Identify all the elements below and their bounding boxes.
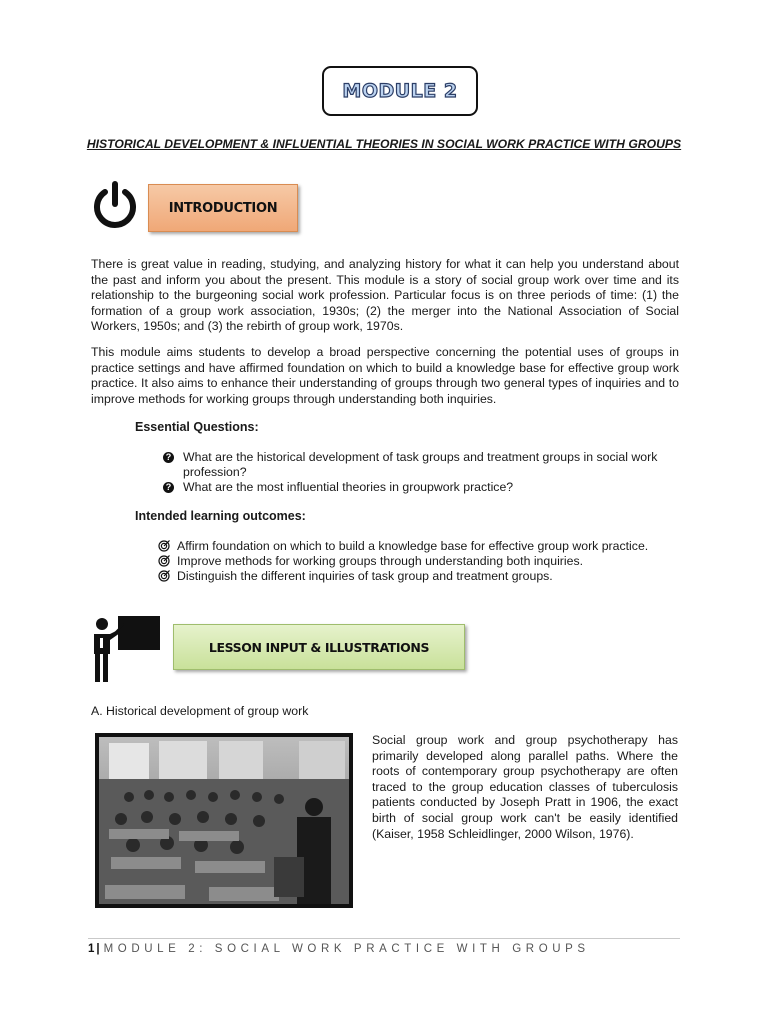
outcome-item — [158, 569, 678, 584]
learning-outcomes-heading: Intended learning outcomes: — [135, 509, 306, 523]
footer-text: MODULE 2: SOCIAL WORK PRACTICE WITH GROUPS — [103, 943, 590, 955]
group-work-history-paragraph: Social group work and group psychotherapy has primarily developed along parallel paths. Where the roots of contemporary group psychotherapy are often traced to the group education classes of tuberculosis patients conducted by Joseph Pratt in 1906, the exact birth of social group work can't be easily identified (Kaiser, 1958 Schleidlinger, 2000 Wilson, 1976). — [372, 733, 678, 841]
essential-questions-heading: Essential Questions: — [135, 420, 259, 434]
document-title: HISTORICAL DEVELOPMENT & INFLUENTIAL THEORIES IN SOCIAL WORK PRACTICE WITH GROUPS — [86, 137, 682, 151]
section-a-heading: A. Historical development of group work — [91, 704, 309, 718]
question-bullet-icon: ? — [163, 452, 174, 463]
module-badge-label: MODULE 2 — [342, 80, 458, 102]
introduction-paragraph: There is great value in reading, studying, and analyzing history for what it can help you understand about the past and inform you about the present. This module is a story of social group work over time and its relationship to the burgeoning social work profession. Particular focus is on three periods of time: (1) the formation of a group work association, 1930s; (2) the merger into the National Association of Social Workers, 1950s; and (3) the rebirth of group work, 1970s. — [91, 257, 679, 334]
historical-classroom-photo — [95, 733, 353, 908]
question-text: What are the most influential theories in groupwork practice? — [183, 480, 514, 494]
footer-separator: | — [96, 943, 100, 955]
lesson-input-banner: LESSON INPUT & ILLUSTRATIONS — [173, 624, 465, 670]
module-badge — [322, 66, 478, 116]
outcome-text: Improve methods for working groups through understanding both inquiries. — [177, 554, 584, 568]
outcome-text: Distinguish the different inquiries of task group and treatment groups. — [177, 569, 553, 583]
aims-paragraph: This module aims students to develop a broad perspective concerning the potential uses of groups in practice settings and have affirmed foundation on which to build a knowledge base for effective group work practice. It also aims to enhance their understanding of groups through two general types of inquiries and to improve methods for working groups through understanding both inquiries. — [91, 345, 679, 406]
question-text: What are the historical development of task groups and treatment groups in social work profession? — [183, 450, 658, 479]
target-icon — [158, 555, 170, 567]
question-item — [163, 480, 679, 495]
page-number: 1 — [88, 943, 95, 955]
target-icon — [158, 570, 170, 582]
outcome-item — [158, 539, 678, 554]
teacher-board-icon — [88, 610, 164, 686]
introduction-banner: INTRODUCTION — [148, 184, 298, 232]
question-bullet-icon: ? — [163, 482, 174, 493]
outcome-item — [158, 554, 678, 569]
outcome-text: Affirm foundation on which to build a knowledge base for effective group work practice. — [177, 539, 649, 553]
question-item — [163, 450, 679, 480]
page-footer — [88, 943, 590, 955]
power-icon — [90, 180, 140, 230]
footer-divider — [88, 938, 680, 939]
target-icon — [158, 540, 170, 552]
